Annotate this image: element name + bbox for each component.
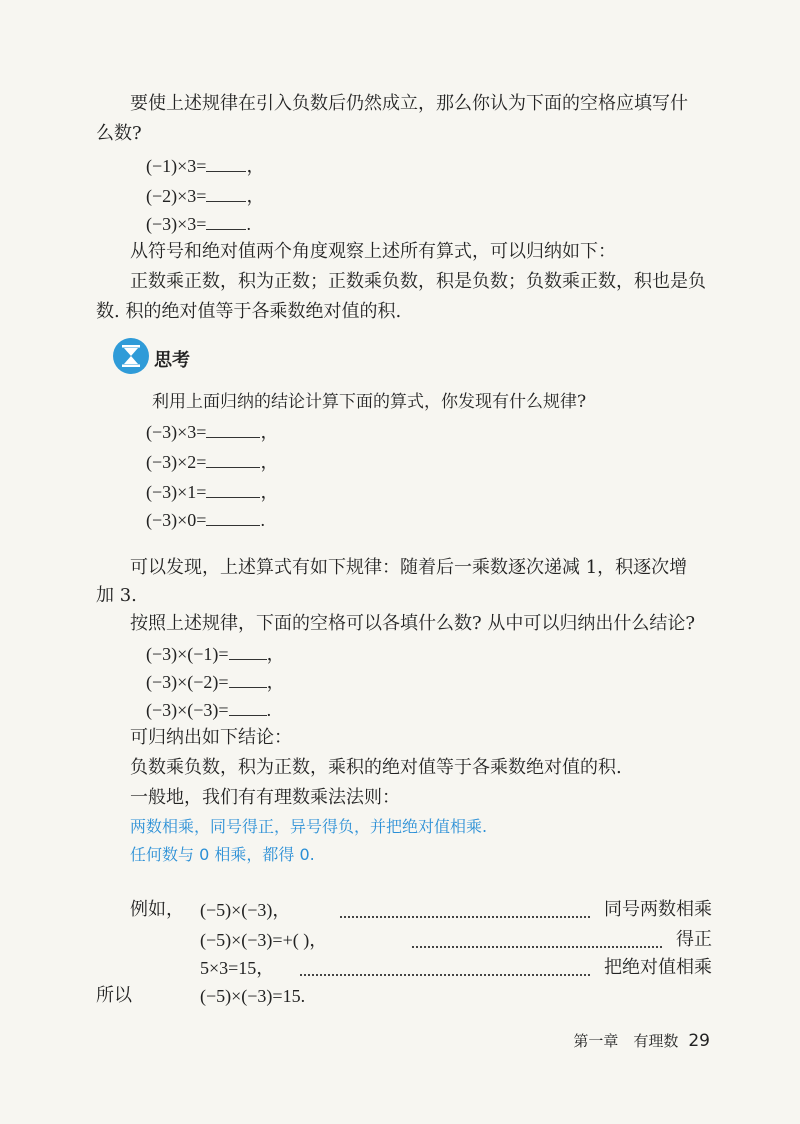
equation-text: (−3)×1= — [146, 482, 207, 502]
equation-text: (−3)×3= — [146, 422, 207, 442]
discover-equation-1 — [146, 642, 285, 666]
equation-text: (−3)×(−2)= — [146, 672, 229, 692]
observe-line-1: 从符号和绝对值两个角度观察上述所有算式，可以归纳如下： — [130, 241, 616, 262]
example-row-2-note: 得正 — [676, 929, 712, 950]
leader-dots — [340, 904, 590, 918]
answer-blank — [206, 451, 260, 468]
example-row-4-expression: (−5)×(−3)=15. — [200, 986, 306, 1006]
equation-text: (−3)×(−3)= — [146, 700, 229, 720]
answer-blank — [229, 699, 267, 716]
intro-equation-2 — [146, 184, 264, 208]
conclusion-line-2: 负数乘负数，积为正数，乘积的绝对值等于各乘数绝对值的积. — [130, 757, 622, 778]
chapter-title: 第一章 有理数 — [573, 1032, 679, 1050]
equation-text: (−3)×2= — [146, 452, 207, 472]
example-row-1-expression: (−5)×(−3)， — [200, 900, 291, 920]
example-label: 例如， — [130, 899, 184, 920]
discover-equation-3 — [146, 698, 271, 722]
multiplication-rule-1: 两数相乘，同号得正，异号得负，并把绝对值相乘. — [130, 817, 488, 836]
think-equation-4 — [146, 508, 265, 532]
conclusion-line-1: 可归纳出如下结论： — [130, 727, 292, 748]
multiplication-rule-2: 任何数与 0 相乘，都得 0. — [130, 845, 315, 864]
answer-blank — [206, 509, 260, 526]
conclusion-line-3: 一般地，我们有有理数乘法法则： — [130, 787, 400, 808]
period: . — [266, 700, 272, 720]
answer-blank — [206, 421, 260, 438]
answer-blank — [206, 155, 246, 172]
discover-line-3: 按照上述规律，下面的空格可以各填什么数? 从中可以归纳出什么结论? — [130, 613, 696, 634]
think-equation-3 — [146, 480, 278, 504]
page-number: 29 — [688, 1031, 710, 1051]
comma: ， — [260, 482, 279, 502]
comma: ， — [260, 452, 279, 472]
page-footer — [573, 1030, 710, 1051]
intro-line-1: 要使上述规律在引入负数后仍然成立，那么你认为下面的空格应填写什 — [130, 93, 688, 114]
comma: ， — [246, 156, 265, 176]
equation-text: (−1)×3= — [146, 156, 207, 176]
period: . — [246, 214, 251, 234]
think-equation-1 — [146, 420, 278, 444]
leader-dots — [412, 934, 662, 948]
answer-blank — [206, 213, 246, 230]
answer-blank — [206, 481, 260, 498]
intro-line-2: 么数? — [96, 123, 142, 144]
observe-line-2: 正数乘正数，积为正数；正数乘负数，积是负数；负数乘正数，积也是负 — [130, 271, 706, 292]
discover-line-2: 加 3. — [96, 585, 137, 606]
comma: ， — [260, 422, 279, 442]
equation-text: (−3)×(−1)= — [146, 644, 229, 664]
answer-blank — [229, 643, 267, 660]
answer-blank — [206, 185, 246, 202]
think-question: 利用上面归纳的结论计算下面的算式，你发现有什么规律? — [152, 392, 587, 412]
think-section-title: 思考 — [154, 350, 190, 371]
comma: ， — [266, 672, 285, 692]
example-row-2-expression: (−5)×(−3)=+( )， — [200, 930, 328, 950]
comma: ， — [266, 644, 285, 664]
leader-dots — [300, 962, 590, 976]
equation-text: (−3)×3= — [146, 214, 207, 234]
equation-text: (−3)×0= — [146, 510, 207, 530]
equation-text: (−2)×3= — [146, 186, 207, 206]
example-row-3-note: 把绝对值相乘 — [604, 957, 712, 978]
discover-line-1: 可以发现，上述算式有如下规律：随着后一乘数逐次递减 1，积逐次增 — [130, 557, 688, 578]
so-label: 所以 — [96, 985, 132, 1006]
observe-line-3: 数. 积的绝对值等于各乘数绝对值的积. — [96, 301, 402, 322]
period: . — [260, 510, 265, 530]
hourglass-icon — [113, 338, 149, 374]
intro-equation-1 — [146, 154, 264, 178]
comma: ， — [246, 186, 265, 206]
example-row-1-note: 同号两数相乘 — [604, 899, 712, 920]
discover-equation-2 — [146, 670, 285, 694]
example-row-3-expression: 5×3=15， — [200, 958, 275, 978]
think-equation-2 — [146, 450, 278, 474]
intro-equation-3 — [146, 212, 251, 236]
answer-blank — [229, 671, 267, 688]
